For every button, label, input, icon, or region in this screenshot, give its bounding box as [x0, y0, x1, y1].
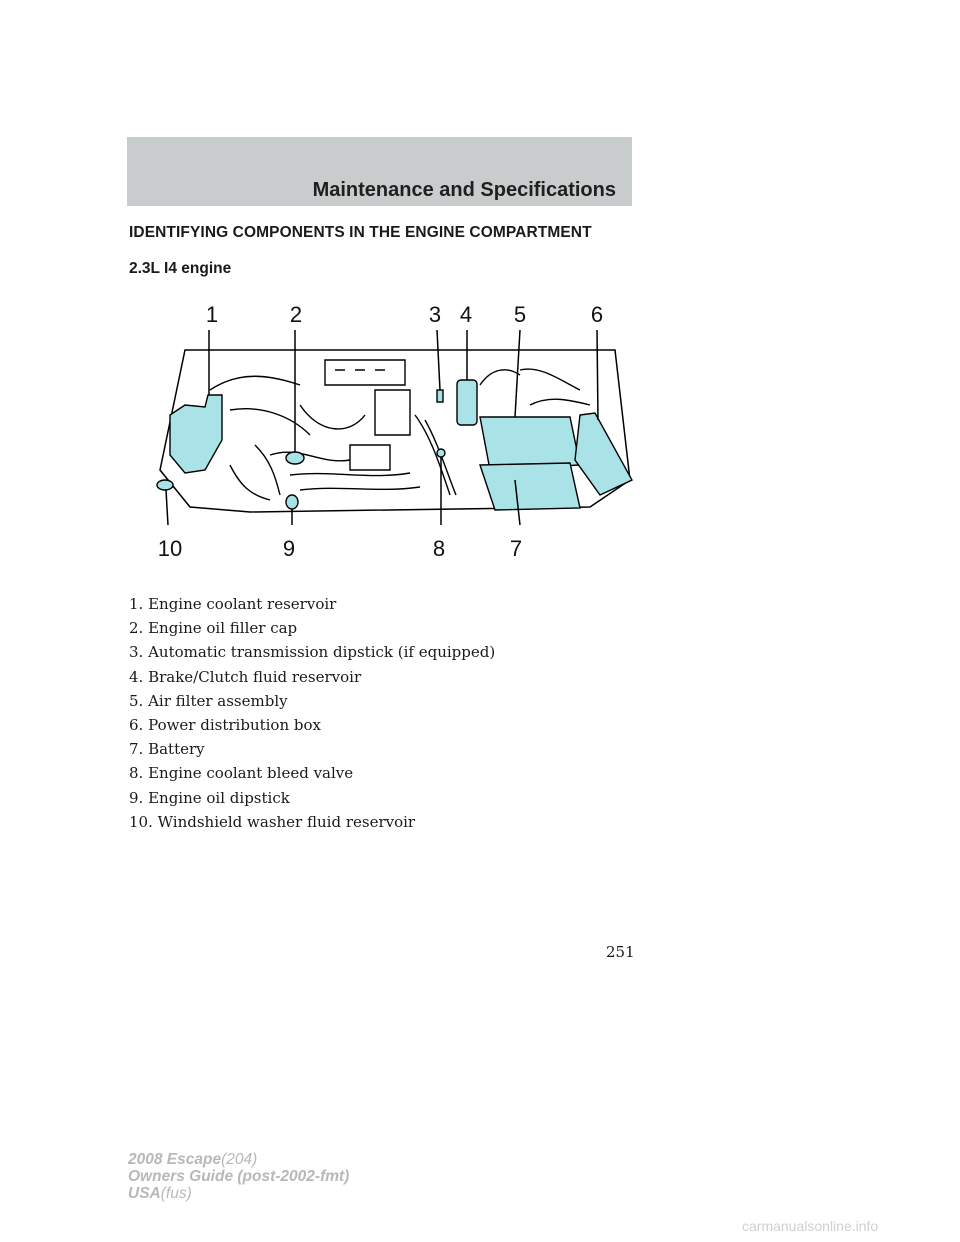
callout-10: 10	[157, 536, 183, 561]
section-title: IDENTIFYING COMPONENTS IN THE ENGINE COMPARTMENT	[129, 224, 592, 241]
legend-item: 1. Engine coolant reservoir	[129, 595, 337, 613]
coolant-bleed-valve	[437, 449, 445, 457]
oil-filler-cap	[286, 452, 304, 464]
watermark: carmanualsonline.info	[742, 1218, 879, 1234]
legend-item: 10. Windshield washer fluid reservoir	[129, 812, 416, 831]
brake-fluid-reservoir	[457, 380, 477, 425]
footer-market-code: (fus)	[160, 1185, 192, 1202]
callout-7: 7	[509, 536, 523, 561]
legend-item: 5. Air filter assembly	[129, 691, 288, 710]
air-filter-assembly	[480, 417, 580, 470]
battery	[480, 463, 580, 510]
callout-2: 2	[289, 302, 303, 327]
legend-item: 6. Power distribution box	[129, 715, 321, 734]
oil-dipstick	[286, 495, 298, 509]
chapter-title: Maintenance and Specifications	[312, 179, 616, 201]
legend-item: 4. Brake/Clutch fluid reservoir	[129, 667, 362, 686]
callout-3: 3	[428, 302, 442, 327]
legend-item: 3. Automatic transmission dipstick (if equipped)	[129, 643, 496, 662]
callout-9: 9	[282, 536, 296, 561]
footer-model-code: (204)	[221, 1151, 258, 1168]
callout-8: 8	[432, 536, 446, 561]
legend-item: 9. Engine oil dipstick	[129, 788, 290, 807]
legend-item: 7. Battery	[129, 740, 205, 759]
legend-item: 8. Engine coolant bleed valve	[129, 764, 354, 783]
footer-guide: Owners Guide (post-2002-fmt)	[128, 1168, 350, 1185]
callout-6: 6	[590, 302, 604, 327]
legend-item: 2. Engine oil filler cap	[129, 619, 298, 638]
footer-market: USA	[128, 1185, 161, 1202]
page-number: 251	[606, 943, 635, 961]
callout-5: 5	[513, 302, 527, 327]
engine-subheading: 2.3L I4 engine	[129, 260, 232, 277]
header-band	[127, 137, 632, 206]
engine-compartment-diagram	[150, 295, 640, 570]
component-legend	[129, 592, 495, 834]
washer-fluid-reservoir	[157, 480, 173, 490]
document-footer	[128, 1151, 349, 1202]
callout-1: 1	[205, 302, 219, 327]
callout-4: 4	[459, 302, 473, 327]
footer-model: 2008 Escape	[128, 1151, 222, 1168]
trans-dipstick	[437, 390, 443, 402]
